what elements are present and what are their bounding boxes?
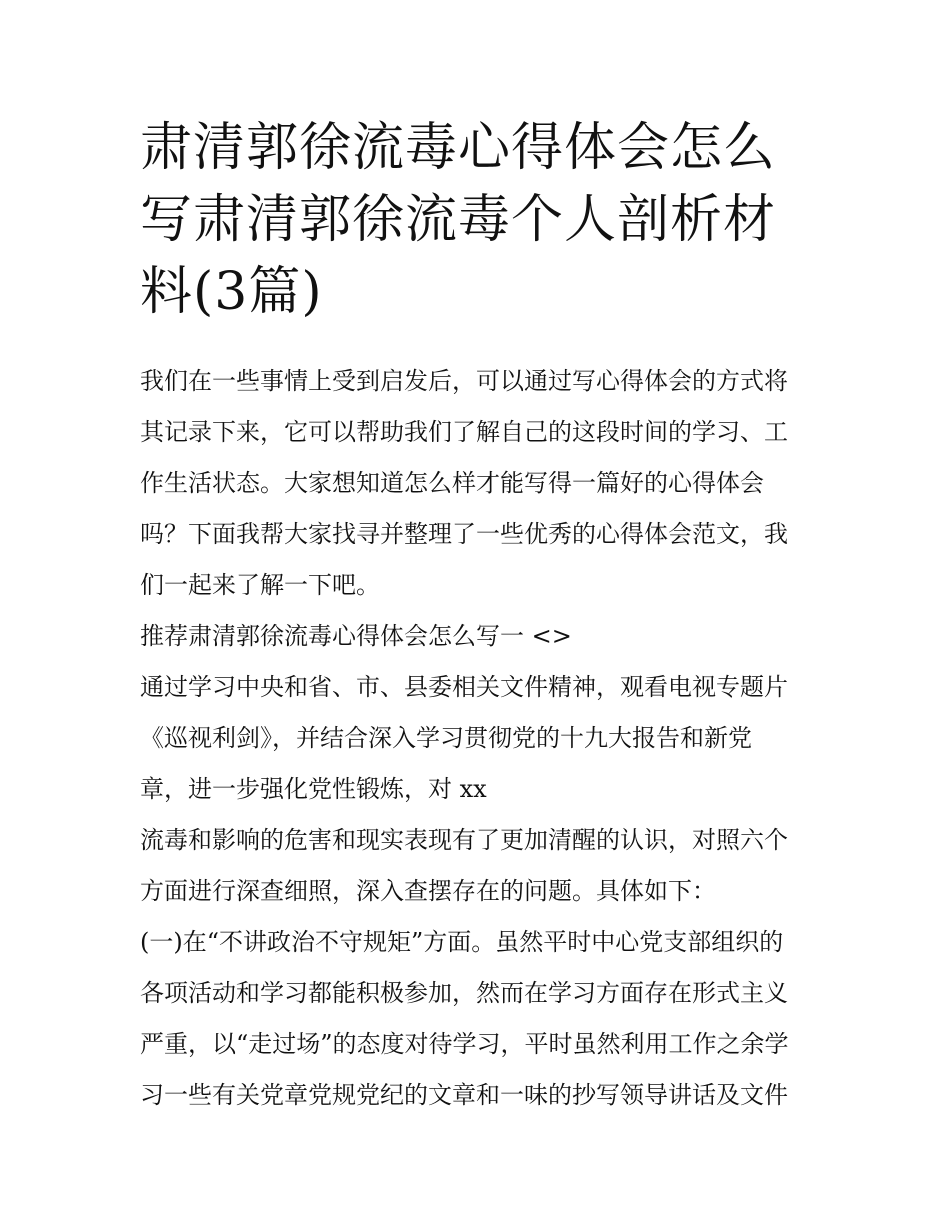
body-line: 流毒和影响的危害和现实表现有了更加清醒的认识，对照六个	[140, 826, 788, 854]
body-line: 们一起来了解一下吧。	[140, 571, 380, 599]
body-line: 作生活状态。大家想知道怎么样才能写得一篇好的心得体会	[140, 469, 764, 497]
section-heading: 推荐肃清郭徐流毒心得体会怎么写一 <>	[140, 622, 572, 650]
body-line: 我们在一些事情上受到启发后，可以通过写心得体会的方式将	[140, 367, 788, 395]
document-page	[140, 112, 820, 1121]
body-line: 各项活动和学习都能积极参加，然而在学习方面存在形式主义	[140, 979, 788, 1007]
body-line: 其记录下来，它可以帮助我们了解自己的这段时间的学习、工	[140, 418, 788, 446]
body-line: 习一些有关党章党规党纪的文章和一味的抄写领导讲话及文件	[140, 1081, 788, 1109]
document-body	[140, 356, 820, 1121]
body-line: 吗？下面我帮大家找寻并整理了一些优秀的心得体会范文，我	[140, 520, 788, 548]
body-line: 章，进一步强化党性锻炼，对 xx	[140, 775, 487, 803]
body-line: 方面进行深查细照，深入查摆存在的问题。具体如下：	[140, 877, 716, 905]
body-line: 严重，以“走过场”的态度对待学习，平时虽然利用工作之余学	[140, 1030, 789, 1058]
body-line: 《巡视利剑》，并结合深入学习贯彻党的十九大报告和新党	[140, 724, 752, 752]
document-title: 肃清郭徐流毒心得体会怎么写肃清郭徐流毒个人剖析材料(3篇)	[140, 118, 777, 322]
body-line: (一)在“不讲政治不守规矩”方面。虽然平时中心党支部组织的	[140, 928, 784, 956]
body-line: 通过学习中央和省、市、县委相关文件精神，观看电视专题片	[140, 673, 788, 701]
